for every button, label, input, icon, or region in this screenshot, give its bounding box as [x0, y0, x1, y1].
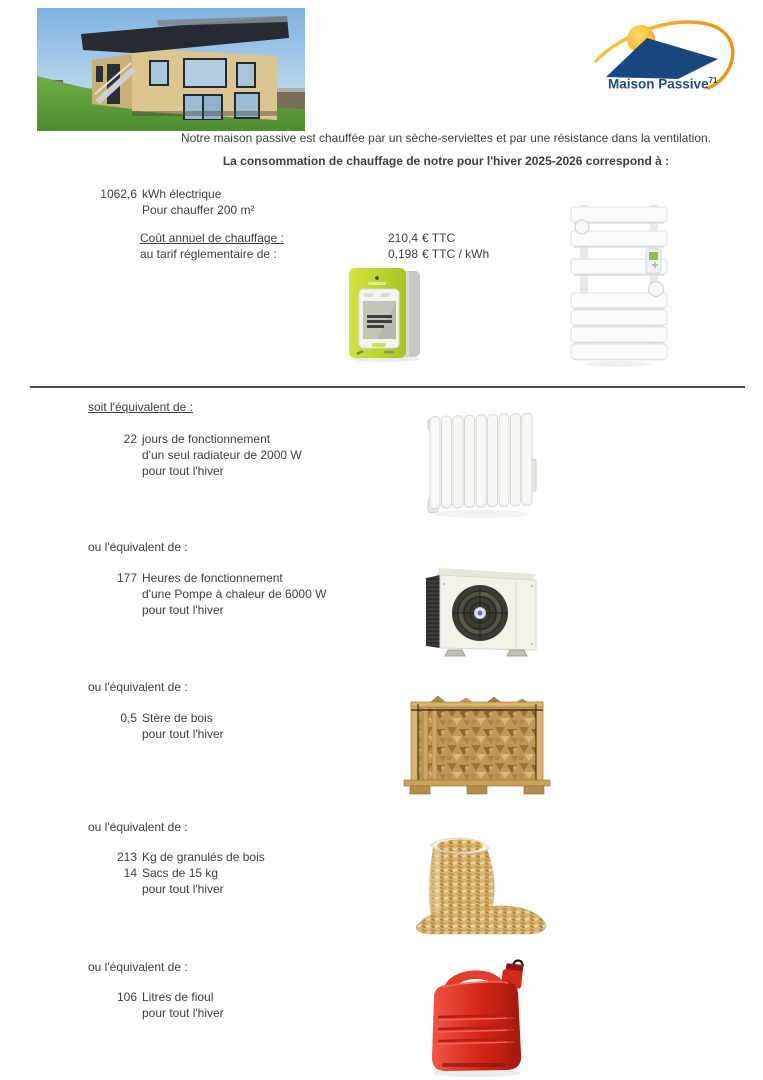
red-fuel-can — [422, 957, 532, 1078]
equivalent-text: d'un seul radiateur de 2000 W — [142, 448, 302, 462]
equivalent-row — [60, 570, 326, 586]
towel-dryer-radiator — [568, 197, 670, 369]
rate-unit: € TTC / kWh — [422, 247, 490, 261]
equivalent-row — [60, 447, 302, 463]
equivalent-rows-firewood — [60, 710, 224, 742]
equivalent-value: 213 — [116, 850, 137, 864]
energy-value: 1062,6 — [100, 187, 137, 201]
equivalent-heading: ou l'équivalent de : — [88, 540, 188, 554]
equivalent-text: Litres de fioul — [142, 990, 214, 1004]
cost-labels — [140, 230, 284, 262]
consumption-row — [60, 202, 255, 218]
equivalent-value: 14 — [123, 866, 137, 880]
equivalent-heading: ou l'équivalent de : — [88, 680, 188, 694]
equivalent-row — [60, 726, 224, 742]
heat-pump-outdoor-unit — [418, 558, 546, 658]
maison-passive-logo — [592, 14, 740, 102]
section-divider — [30, 386, 745, 388]
equivalent-text: Kg de granulés de bois — [142, 850, 265, 864]
cost-subtitle: au tarif réglementaire de : — [140, 247, 277, 261]
equivalent-text: pour tout l'hiver — [142, 882, 224, 896]
rate-value: 0,198 — [387, 247, 418, 261]
equivalent-rows-radiator — [60, 431, 302, 479]
equivalent-text: Heures de fonctionnement — [142, 571, 283, 585]
roof-icon — [606, 38, 718, 79]
equivalent-row — [60, 602, 326, 618]
equivalent-value: 0,5 — [120, 711, 137, 725]
cost-value: 210,4 — [387, 231, 418, 245]
equivalent-heading: soit l'équivalent de : — [88, 400, 194, 414]
rate-value-row — [360, 246, 489, 262]
equivalent-row — [60, 431, 302, 447]
equivalent-row — [60, 1005, 224, 1021]
logo-superscript: 71 — [708, 76, 718, 85]
consumption-block — [60, 186, 255, 218]
electric-radiator-illustration — [422, 403, 542, 520]
firewood-crate-illustration — [398, 690, 556, 797]
passive-house-photo — [37, 8, 305, 131]
equivalent-row — [60, 849, 265, 865]
linky-electric-meter — [344, 263, 426, 363]
equivalent-row — [60, 865, 265, 881]
cost-value-row — [360, 230, 489, 246]
radiator-knob — [575, 220, 589, 234]
electric-radiator — [422, 403, 542, 520]
equivalent-text: pour tout l'hiver — [142, 603, 224, 617]
consumption-row — [60, 186, 255, 202]
house-photo-illustration — [37, 8, 305, 131]
equivalent-text: pour tout l'hiver — [142, 464, 224, 478]
heat-pump-illustration — [418, 558, 546, 658]
equivalent-row — [60, 989, 224, 1005]
firewood-crate — [398, 690, 556, 797]
wood-pellets-bag — [403, 823, 553, 937]
fuel-can-illustration — [422, 957, 532, 1078]
equivalent-rows-fuel — [60, 989, 224, 1021]
towel-dryer-illustration — [568, 197, 670, 369]
energy-unit: kWh électrique — [142, 187, 222, 201]
equivalent-text: jours de fonctionnement — [142, 432, 271, 446]
equivalent-text: Sacs de 15 kg — [142, 866, 219, 880]
cost-unit: € TTC — [422, 231, 456, 245]
equivalent-row — [60, 586, 326, 602]
equivalent-row — [60, 710, 224, 726]
equivalent-rows-pellets — [60, 849, 265, 897]
equivalent-value: 106 — [116, 990, 137, 1004]
intro-line-1: Notre maison passive est chauffée par un sèche-serviettes et par une résistance dans la ventilation. — [180, 131, 712, 145]
equivalent-heading: ou l'équivalent de : — [88, 820, 188, 834]
equivalent-rows-heat-pump — [60, 570, 326, 618]
wood-pellets-illustration — [403, 823, 553, 937]
equivalent-value: 22 — [123, 432, 137, 446]
equivalent-row — [60, 463, 302, 479]
equivalent-row — [60, 881, 265, 897]
equivalent-text: pour tout l'hiver — [142, 1006, 224, 1020]
equivalent-value: 177 — [116, 571, 137, 585]
cost-values — [360, 230, 489, 262]
equivalent-text: d'une Pompe à chaleur de 6000 W — [142, 587, 327, 601]
area-line: Pour chauffer 200 m² — [142, 203, 255, 217]
logo-text — [608, 76, 738, 92]
radiator-knob — [649, 282, 664, 297]
logo-name: Maison Passive — [608, 76, 709, 92]
cost-title: Coût annuel de chauffage : — [140, 231, 284, 245]
linky-meter-illustration — [344, 263, 426, 363]
equivalent-text: pour tout l'hiver — [142, 727, 224, 741]
equivalent-text: Stère de bois — [142, 711, 213, 725]
intro-line-2: La consommation de chauffage de notre pour l'hiver 2025-2026 correspond à : — [222, 154, 670, 168]
equivalent-heading: ou l'équivalent de : — [88, 960, 188, 974]
